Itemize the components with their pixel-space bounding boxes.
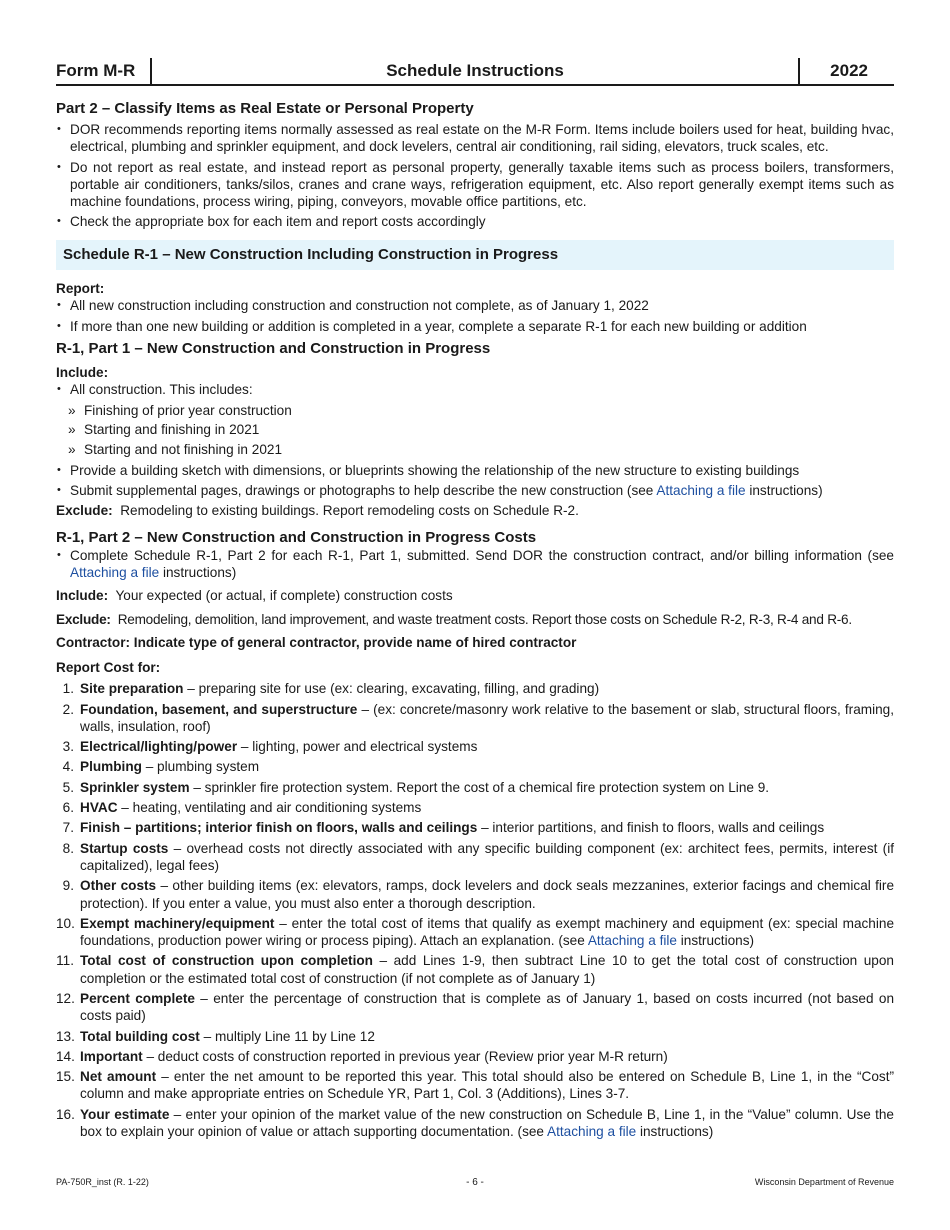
cost-item-number: 10. [56,915,75,931]
part2-heading: Part 2 – Classify Items as Real Estate or Personal Property [56,100,474,117]
cost-item-number: 9. [62,878,74,894]
attaching-file-link[interactable]: Attaching a file [70,564,160,580]
department-name: Wisconsin Department of Revenue [754,1177,894,1187]
list-item: • Check the appropriate box for each item and report costs accordingly [56,213,894,230]
cost-item-number: 12. [56,991,75,1006]
cost-item-text: – deduct costs of construction reported in previous year (Review prior year M-R return) [142,1048,668,1064]
list-item: • All construction. This includes: [56,381,894,398]
part2costs-exclude: Exclude: Remodeling, demolition, land improvement, and waste treatment costs. Report those costs on Schedule R-2, R-3, R-4 and R-6. [56,611,852,627]
list-item: • Do not report as real estate, and instead report as personal property, generally taxable items such as process boilers, transformers, portable air conditioners, tanks/silos, cranes and crane ways, refrigeration equipment, etc. Also report generally exempt items such as machine foundations, process wiring, piping, conveyors, movable office partitions, etc. [56,159,894,211]
report-list [56,297,894,335]
page-number: - 6 - [466,1177,484,1188]
list-item: • Provide a building sketch with dimensions, or blueprints showing the relationship of the new structure to existing buildings [56,462,894,479]
cost-item-text: – plumbing system [141,759,260,775]
cost-item-term: Percent complete [80,991,195,1006]
page [56,56,894,1143]
cost-items-list [56,680,894,1140]
form-name: Form M-R [56,61,136,80]
cost-item [56,819,894,836]
part2costs-include: Include: Your expected (or actual, if complete) construction costs [56,588,453,604]
list-item: » Finishing of prior year construction [56,402,894,419]
page-footer [56,1177,894,1191]
cost-item-term: Site preparation [80,681,184,697]
attaching-file-link[interactable]: Attaching a file [547,1124,637,1140]
cost-item [56,680,894,697]
submission-list [56,462,894,500]
cost-item [56,877,894,912]
report-cost-label: Report Cost for: [56,659,161,675]
cost-item-term: Exempt machinery/equipment [80,915,275,931]
page-title: Schedule Instructions [386,61,564,80]
cost-item-text: – overhead costs not directly associated with any specific building component (ex: architect fees, permits, interest (if capitalized), legal fees) [80,840,894,873]
cost-item-number: 5. [62,779,74,795]
page-header [56,56,894,86]
cost-item-text: – preparing site for use (ex: clearing, excavating, filling, and grading) [183,681,600,697]
cost-item [56,1028,894,1045]
cost-item-term: Total cost of construction upon completion [80,953,373,969]
cost-item-term: Foundation, basement, and superstructure [80,701,358,717]
cost-item [56,915,894,950]
cost-item-text: instructions) [676,933,755,949]
include-label: Include: [56,364,109,380]
cost-item-number: 11. [56,953,74,969]
list-item: • DOR recommends reporting items normally assessed as real estate on the M-R Form. Items include boilers used for heat, building hvac, electrical, plumbing and sprinkler equipment, and dock levelers, central air conditioning, rail siding, elevators, truck scales, etc. [56,121,894,156]
cost-item-number: 16. [56,1106,75,1122]
header-divider-right [798,58,800,84]
contractor-note: Contractor: Indicate type of general contractor, provide name of hired contractor [56,635,577,651]
cost-item-number: 13. [56,1028,75,1044]
cost-item-text: – heating, ventilating and air conditioning systems [117,800,422,816]
cost-item-number: 14. [56,1048,75,1064]
form-code: PA-750R_inst (R. 1-22) [56,1177,149,1187]
cost-item-text: – enter your opinion of the market value of the new construction on Schedule B, Line 1, in the “Value” column. Use the box to explain your opinion of value or attach supporting documentation. (see [80,1106,894,1140]
list-item: » Starting and finishing in 2021 [56,421,894,438]
cost-item [56,840,894,875]
cost-item [56,758,894,775]
cost-item-term: Plumbing [80,759,142,775]
cost-item-term: Electrical/lighting/power [80,739,238,755]
cost-item-text: – multiply Line 11 by Line 12 [199,1028,375,1044]
part1-exclude: Exclude: Remodeling to existing buildings. Report remodeling costs on Schedule R-2. [56,503,579,519]
part2costs-list [56,547,894,582]
cost-item-number: 1. [62,681,74,697]
cost-item [56,952,894,987]
schedule-r1-banner: Schedule R-1 – New Construction Including Construction in Progress [56,240,894,270]
list-item: • If more than one new building or addition is completed in a year, complete a separate R-1 for each new building or addition [56,318,894,335]
cost-item-number: 15. [56,1069,75,1085]
construction-subitems [56,402,894,459]
cost-item-text: – enter the total cost of items that qualify as exempt machinery and equipment (ex: special machine foundations, production power wiring or process piping). Attach an explanation. (see [80,915,895,949]
cost-item-text: – add Lines 1-9, then subtract Line 10 to get the total cost of construction upon completion or the estimated total cost of construction (if not complete as of January 1) [80,953,894,986]
cost-item-text: – interior partitions, and finish to floors, walls and ceilings [477,820,825,836]
cost-item-term: Startup costs [80,840,169,856]
cost-item-text: – sprinkler fire protection system. Report the cost of a chemical fire protection system on Line 9. [189,779,770,795]
cost-item [56,1106,894,1141]
report-label: Report: [56,280,105,296]
attaching-file-link[interactable]: Attaching a file [656,482,746,498]
cost-item-term: Total building cost [80,1028,200,1044]
cost-item-text: – other building items (ex: elevators, ramps, dock levelers and dock seals mezzanines, exterior facings and chemical fire protection). If you enter a value, you must also enter a thorough description. [80,878,895,911]
cost-item [56,799,894,816]
cost-item-number: 3. [62,739,74,755]
list-item: • All new construction including construction and construction not complete, as of January 1, 2022 [56,297,894,314]
part2costs-heading: R-1, Part 2 – New Construction and Construction in Progress Costs [56,528,537,546]
list-item: • Complete Schedule R-1, Part 2 for each R-1, Part 1, submitted. Send DOR the construction contract, and/or billing information (see Attaching a file instructions) [56,547,894,582]
cost-item [56,779,894,796]
cost-item [56,738,894,755]
cost-item-text: instructions) [636,1124,714,1140]
list-item: • Submit supplemental pages, drawings or photographs to help describe the new construction (see Attaching a file instructions) [56,482,894,499]
cost-item-number: 4. [62,759,74,775]
part2-list [56,121,894,231]
cost-item [56,990,894,1025]
cost-item-text: – lighting, power and electrical systems [237,739,478,755]
part1-heading: R-1, Part 1 – New Construction and Construction in Progress [56,339,491,357]
include-list [56,381,894,398]
cost-item-term: Finish – partitions; interior finish on floors, walls and ceilings [80,820,478,836]
cost-item-term: Important [80,1048,143,1064]
list-item: » Starting and not finishing in 2021 [56,441,894,458]
cost-item-term: Other costs [80,878,157,894]
attaching-file-link[interactable]: Attaching a file [587,933,677,949]
cost-item-term: Your estimate [80,1106,170,1122]
cost-item-text: – enter the net amount to be reported this year. This total should also be entered on Schedule B, Line 1, in the “Cost” column and make appropriate entries on Schedule YR, Part 1, Col. 3 (Additions), Lines 3-7. [80,1069,895,1102]
cost-item-number: 7. [62,820,74,836]
cost-item-number: 6. [62,800,74,816]
form-year: 2022 [830,61,868,80]
cost-item-text: – (ex: concrete/masonry work relative to the basement or slab, structural floors, framing, walls, insulation, roof) [80,701,894,734]
cost-item [56,1048,894,1065]
cost-item [56,1068,894,1103]
cost-item-text: – enter the percentage of construction that is complete as of January 1, based on costs incurred (not based on costs paid) [80,991,895,1024]
cost-item [56,701,894,736]
cost-item-term: Net amount [80,1069,157,1085]
cost-item-term: HVAC [80,800,118,816]
cost-item-number: 8. [62,840,74,856]
cost-item-number: 2. [62,701,74,717]
cost-item-term: Sprinkler system [80,779,190,795]
